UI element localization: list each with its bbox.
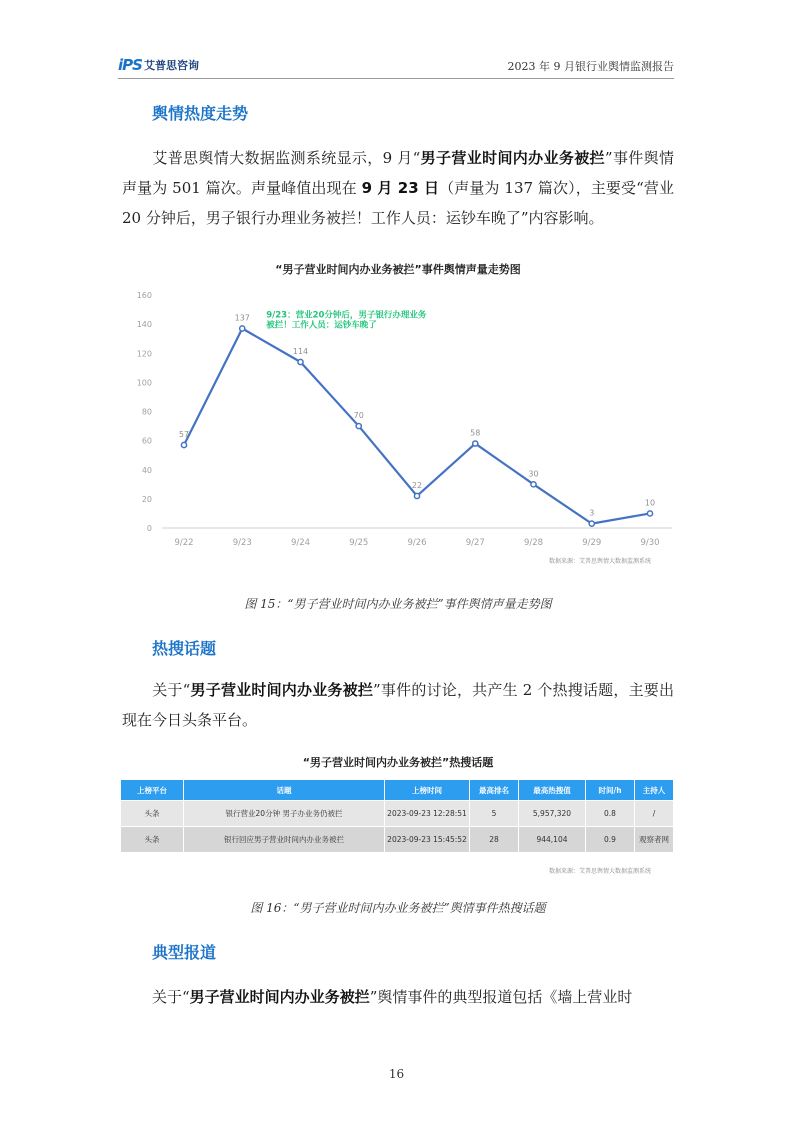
y-tick-label: 80: [141, 407, 152, 417]
data-point: [240, 326, 245, 331]
event-name: 男子营业时间内办业务被拦: [189, 988, 370, 1006]
table-source: 数据来源：艾普思舆情大数据监测系统: [549, 868, 652, 875]
section-title-reports: 典型报道: [152, 943, 217, 962]
x-tick-label: 9/22: [174, 538, 194, 548]
peak-annotation-line1: 9/23：营业20分钟后，男子银行办理业务: [266, 310, 427, 321]
col-header-platform: 上榜平台: [121, 780, 184, 801]
col-header-duration: 时间/h: [586, 780, 635, 801]
page-header: [118, 50, 674, 79]
cell-time: 2023-09-23 15:45:52: [385, 827, 470, 853]
cell-duration: 0.8: [586, 801, 635, 827]
cell-rank: 5: [470, 801, 519, 827]
section-title-trend: 舆情热度走势: [152, 104, 249, 123]
chart-source: 数据来源：艾普思舆情大数据监测系统: [549, 558, 652, 565]
data-point: [589, 521, 594, 526]
col-header-host: 主持人: [635, 780, 674, 801]
trend-line-chart: [122, 283, 674, 573]
table-header-row: [121, 780, 674, 801]
cell-duration: 0.9: [586, 827, 635, 853]
company-logo: [118, 56, 199, 74]
data-point: [473, 441, 478, 446]
figure-caption-16: 图 16：“男子营业时间内办业务被拦”舆情事件热搜话题: [250, 901, 546, 915]
data-label: 137: [234, 313, 250, 323]
text-span: 艾普思舆情大数据监测系统显示，9 月“: [152, 149, 421, 167]
page-number: 16: [388, 1067, 405, 1081]
data-label: 57: [178, 429, 190, 439]
y-tick-label: 120: [136, 349, 152, 359]
data-label: 70: [353, 411, 364, 421]
x-tick-label: 9/24: [290, 538, 311, 548]
cell-platform: 头条: [121, 801, 184, 827]
data-label: 10: [644, 498, 656, 508]
cell-platform: 头条: [121, 827, 184, 853]
trend-paragraph: [122, 143, 674, 233]
figure-caption-15: 图 15：“男子营业时间内办业务被拦”事件舆情声量走势图: [244, 597, 552, 611]
x-tick-label: 9/26: [407, 538, 427, 548]
reports-paragraph: [122, 982, 674, 1012]
data-point: [531, 482, 536, 487]
data-label: 114: [292, 346, 309, 356]
logo-text: 艾普思咨询: [143, 59, 199, 72]
event-name: 男子营业时间内办业务被拦: [420, 149, 605, 167]
y-tick-label: 60: [141, 436, 152, 446]
col-header-rank: 最高排名: [470, 780, 519, 801]
text-span: 关于“: [152, 681, 191, 699]
y-tick-label: 20: [141, 494, 152, 504]
y-tick-label: 100: [136, 378, 152, 388]
hot-search-paragraph: [122, 675, 674, 735]
text-span: ”事件舆情声量为 501 篇次。声量峰值出现在: [122, 149, 675, 197]
cell-time: 2023-09-23 12:28:51: [385, 801, 470, 827]
data-point: [356, 423, 361, 428]
peak-date: 9 月 23 日: [361, 179, 440, 197]
text-span: ”舆情事件的典型报道包括《墙上营业时: [369, 988, 633, 1006]
data-label: 58: [470, 428, 481, 438]
data-point: [414, 493, 419, 498]
cell-heat: 944,104: [519, 827, 586, 853]
col-header-heat: 最高热搜值: [519, 780, 586, 801]
y-tick-label: 160: [136, 291, 152, 300]
data-label: 22: [411, 480, 423, 490]
data-point: [181, 442, 186, 447]
text-span: 关于“: [152, 988, 190, 1006]
x-tick-label: 9/23: [232, 538, 252, 548]
text-span: ”事件的讨论，共产生 2 个热搜话题，主要出现在今日头条平台。: [122, 681, 674, 729]
y-tick-label: 40: [141, 465, 152, 475]
peak-annotation-line2: 被拦！工作人员：运钞车晚了: [266, 320, 377, 331]
data-label: 30: [528, 469, 539, 479]
table-title: “男子营业时间内办业务被拦”热搜话题: [302, 756, 494, 769]
cell-host: /: [635, 801, 674, 827]
y-tick-label: 140: [136, 320, 152, 330]
logo-mark: iPS: [118, 56, 142, 74]
x-tick-label: 9/25: [349, 538, 369, 548]
y-tick-label: 0: [146, 524, 152, 533]
report-title: 2023 年 9 月银行业舆情监测报告: [507, 60, 674, 73]
x-tick-label: 9/30: [640, 538, 660, 548]
data-point: [298, 359, 303, 364]
x-tick-label: 9/28: [523, 538, 544, 548]
cell-topic: 银行营业20分钟 男子办业务仍被拦: [184, 801, 385, 827]
cell-host: 观察者网: [635, 827, 674, 853]
table-row: [121, 801, 674, 827]
text-span: （声量为 137 篇次），主要受“营业 20 分钟后，男子银行办理业务被拦！工作人员：运钞车晚了”内容影响。: [122, 179, 675, 227]
chart-title: “男子营业时间内办业务被拦”事件舆情声量走势图: [275, 263, 521, 276]
hot-search-table: [120, 779, 674, 853]
section-title-hot-search: 热搜话题: [152, 639, 217, 658]
data-point: [647, 511, 652, 516]
col-header-topic: 话题: [184, 780, 385, 801]
table-row: [121, 827, 674, 853]
x-tick-label: 9/27: [465, 538, 485, 548]
col-header-time: 上榜时间: [385, 780, 470, 801]
cell-rank: 28: [470, 827, 519, 853]
cell-topic: 银行回应男子营业时间内办业务被拦: [184, 827, 385, 853]
event-name: 男子营业时间内办业务被拦: [190, 681, 374, 699]
x-tick-label: 9/29: [582, 538, 602, 548]
cell-heat: 5,957,320: [519, 801, 586, 827]
data-label: 3: [589, 508, 595, 518]
